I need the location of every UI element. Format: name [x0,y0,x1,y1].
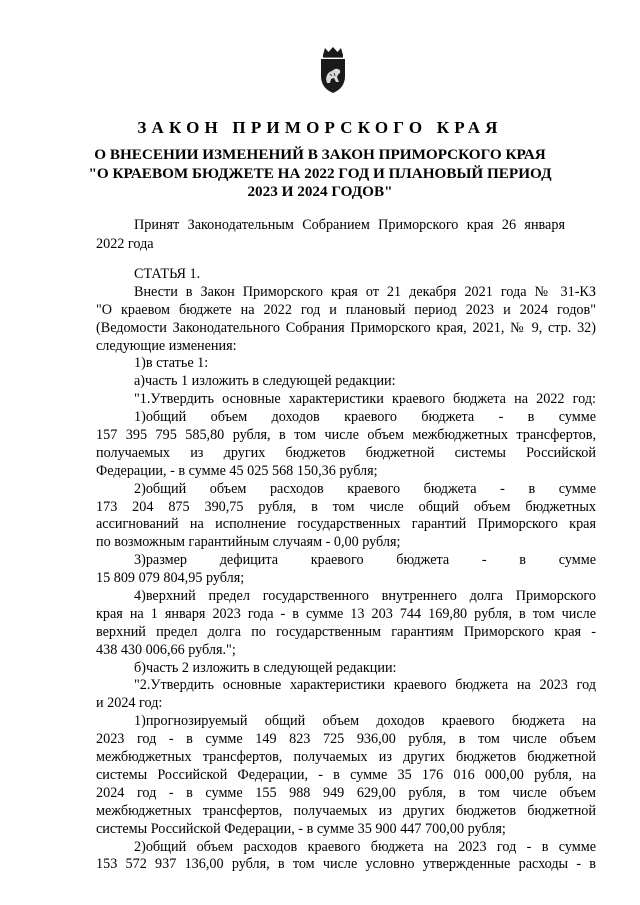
law-body [96,266,596,874]
body-line: по возможным гарантийным случаям - 0,00 рубля; [96,534,401,551]
body-line: межбюджетных трансфертов, получаемых из других бюджетов бюджетной [96,802,596,819]
law-subtitle [60,146,580,202]
body-line: б)часть 2 изложить в следующей редакции: [134,659,397,676]
adoption-line: Принят Законодательным Собранием Приморского края 26 января [134,217,565,233]
body-line: 1)прогнозируемый общий объем доходов краевого бюджета на [134,713,596,730]
subtitle-line: О ВНЕСЕНИИ ИЗМЕНЕНИЙ В ЗАКОН ПРИМОРСКОГО КРАЯ [94,146,546,163]
body-line: 2)общий объем расходов краевого бюджета на 2023 год - в сумме [134,838,596,855]
body-line: "О краевом бюджете на 2022 год и плановый период 2023 и 2024 годов" [96,301,596,318]
body-line: 1)общий объем доходов краевого бюджета - в сумме [134,409,596,426]
body-line: ассигнований на исполнение государственных гарантий Приморского края [96,516,596,533]
subtitle-line: "О КРАЕВОМ БЮДЖЕТЕ НА 2022 ГОД И ПЛАНОВЫЙ ПЕРИОД [88,164,552,182]
body-line: "2.Утвердить основные характеристики краевого бюджета на 2023 год [134,677,596,694]
body-line: 173 204 875 390,75 рубля, в том числе общий объем бюджетных [96,498,596,515]
body-line: 4)верхний предел государственного внутреннего долга Приморского [134,588,596,605]
body-line: 438 430 006,66 рубля."; [96,641,236,658]
adoption-statement [96,216,565,253]
body-line: 2)общий объем расходов краевого бюджета - в сумме [134,480,596,497]
subtitle-line: 2023 И 2024 ГОДОВ" [247,183,393,200]
body-line: 153 572 937 136,00 рубля, в том числе условно утвержденные расходы - в [96,856,596,873]
body-line: системы Российской Федерации, - в сумме 35 176 016 000,00 рубля, на [96,766,596,783]
body-line: межбюджетных трансфертов, получаемых из других бюджетов бюджетной [96,749,596,766]
body-line: следующие изменения: [96,337,237,354]
adoption-line: 2022 года [96,235,154,252]
body-line: Федерации, - в сумме 45 025 568 150,36 рубля; [96,462,378,479]
body-line: 2023 год - в сумме 149 823 725 936,00 рубля, в том числе объем [96,731,596,748]
body-line: края на 1 января 2023 года - в сумме 13 203 744 169,80 рубля, в том числе [96,605,596,622]
body-line: 3)размер дефицита краевого бюджета - в сумме [134,552,596,569]
body-line: 2024 год - в сумме 155 988 949 629,00 рубля, в том числе объем [96,784,596,801]
body-line: "1.Утвердить основные характеристики краевого бюджета на 2022 год: [134,391,596,408]
body-line: 157 395 795 585,80 рубля, в том числе объем межбюджетных трансфертов, [96,427,596,444]
body-line: и 2024 год: [96,695,163,712]
body-line: а)часть 1 изложить в следующей редакции: [134,373,396,390]
body-line: 15 809 079 804,95 рубля; [96,570,245,587]
body-line: (Ведомости Законодательного Собрания Приморского края, 2021, № 9, стр. 32) [96,319,596,336]
body-line: системы Российской Федерации, - в сумме 35 900 447 700,00 рубля; [96,820,506,837]
law-title: ЗАКОН ПРИМОРСКОГО КРАЯ [137,118,503,137]
article-heading: СТАТЬЯ 1. [134,266,201,282]
body-line: 1)в статье 1: [134,355,209,372]
coat-of-arms-icon [316,46,350,94]
body-line: верхний предел долга по государственным гарантиям Приморского края - [96,623,596,640]
body-line: получаемых из других бюджетов бюджетной системы Российской [96,444,596,461]
body-line: Внести в Закон Приморского края от 21 декабря 2021 года № 31-КЗ [134,283,596,300]
